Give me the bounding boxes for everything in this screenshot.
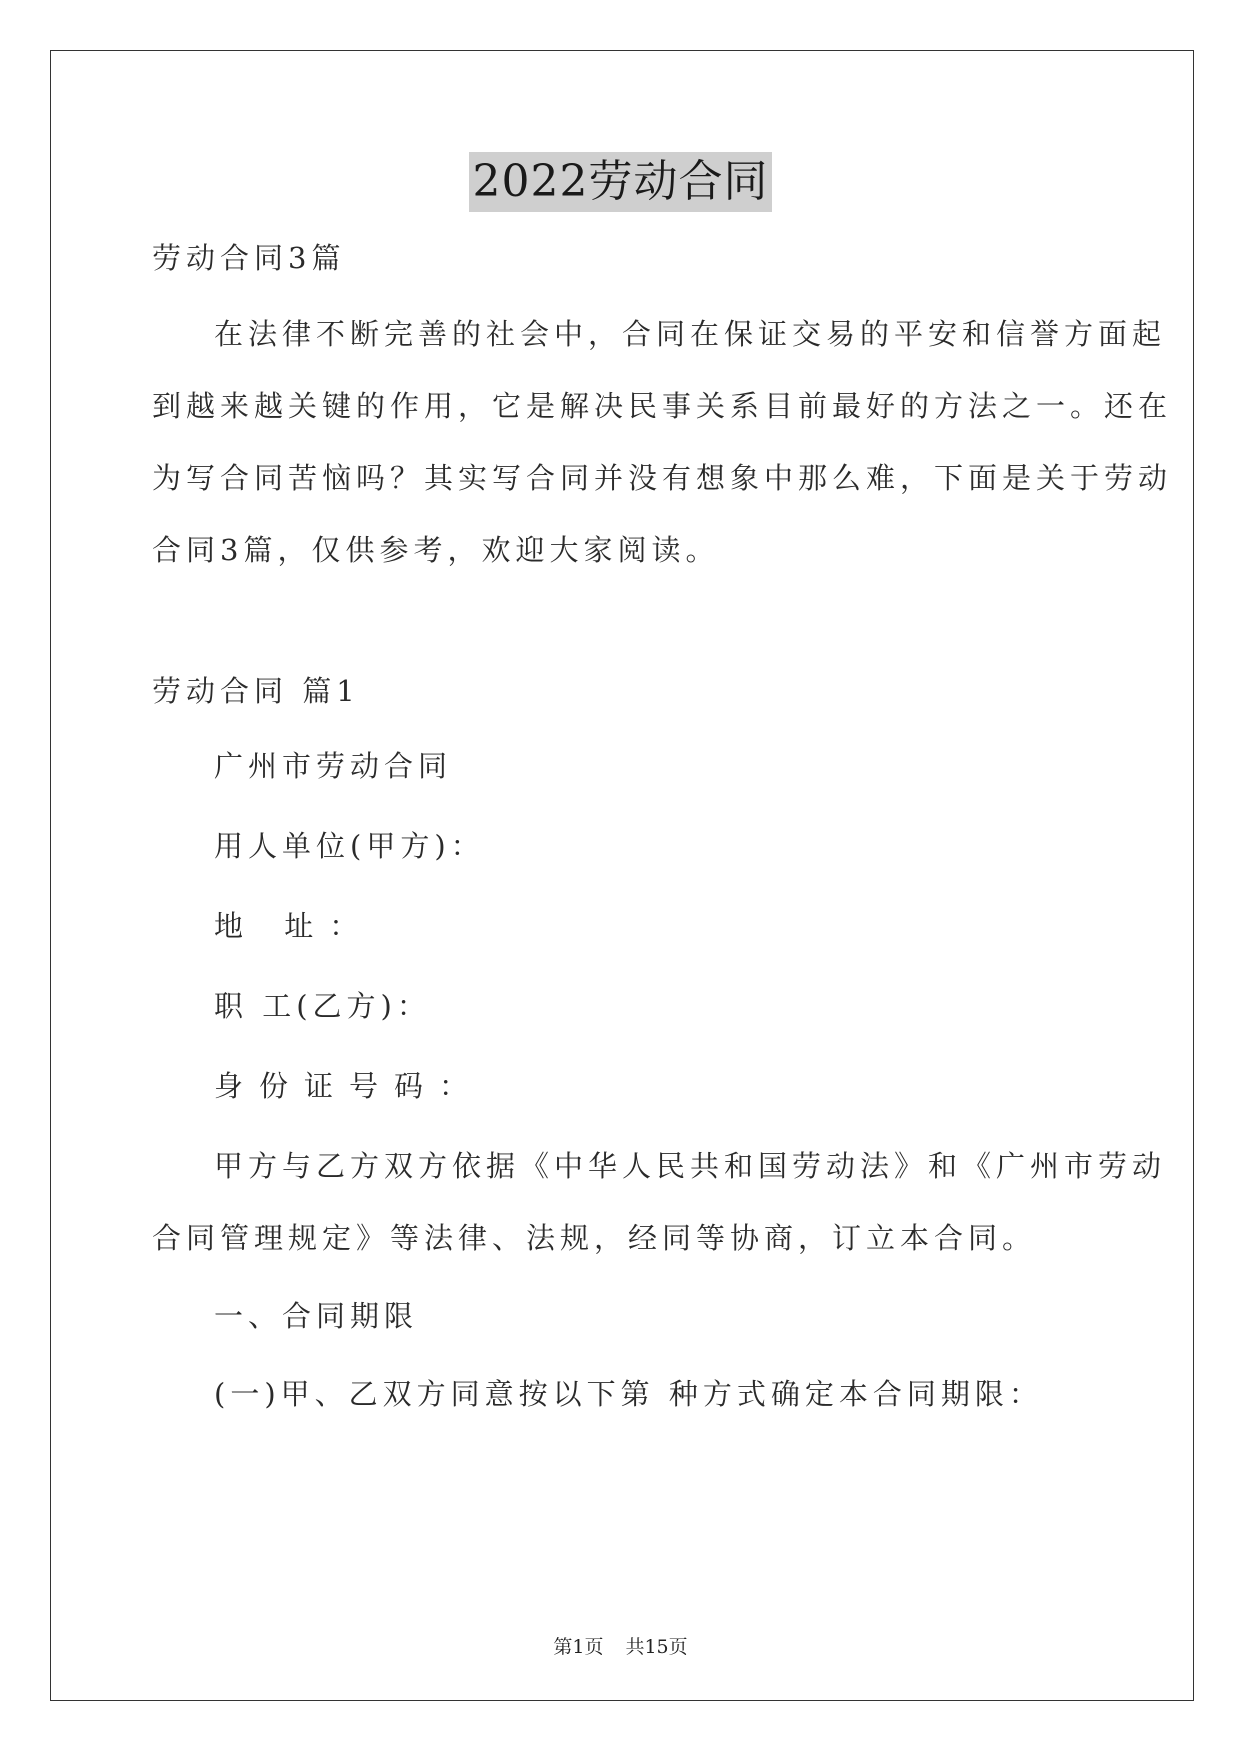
employee-label: 职 工(乙方)： xyxy=(214,989,431,1023)
section-1-heading: 劳动合同 篇1 xyxy=(152,674,360,708)
address-label: 地 址： xyxy=(214,909,375,943)
title-container xyxy=(0,152,1241,212)
id-number-label: 身份证号码： xyxy=(214,1069,485,1103)
page-footer xyxy=(0,1634,1241,1660)
clause-1-1: (一)甲、乙双方同意按以下第 种方式确定本合同期限： xyxy=(214,1377,1043,1411)
clause-1-heading: 一、合同期限 xyxy=(214,1299,419,1333)
intro-paragraph-line-2: 到越来越关键的作用，它是解决民事关系目前最好的方法之一。还在 xyxy=(152,389,1173,423)
intro-paragraph-line-3: 为写合同苦恼吗？其实写合同并没有想象中那么难，下面是关于劳动 xyxy=(152,461,1173,495)
document-title: 2022劳动合同 xyxy=(469,152,773,212)
employer-label: 用人单位(甲方)： xyxy=(214,829,485,863)
total-page-count: 共15页 xyxy=(625,1636,688,1658)
intro-paragraph-line-1: 在法律不断完善的社会中，合同在保证交易的平安和信誉方面起 xyxy=(214,317,1167,351)
page-border xyxy=(50,50,1194,1701)
intro-paragraph-line-4: 合同3篇，仅供参考，欢迎大家阅读。 xyxy=(152,533,720,567)
intro-heading: 劳动合同3篇 xyxy=(152,241,346,275)
contract-basis-line-1: 甲方与乙方双方依据《中华人民共和国劳动法》和《广州市劳动 xyxy=(214,1149,1167,1183)
current-page-number: 第1页 xyxy=(553,1636,604,1658)
contract-basis-line-2: 合同管理规定》等法律、法规，经同等协商，订立本合同。 xyxy=(152,1221,1037,1255)
contract-title: 广州市劳动合同 xyxy=(214,749,453,783)
